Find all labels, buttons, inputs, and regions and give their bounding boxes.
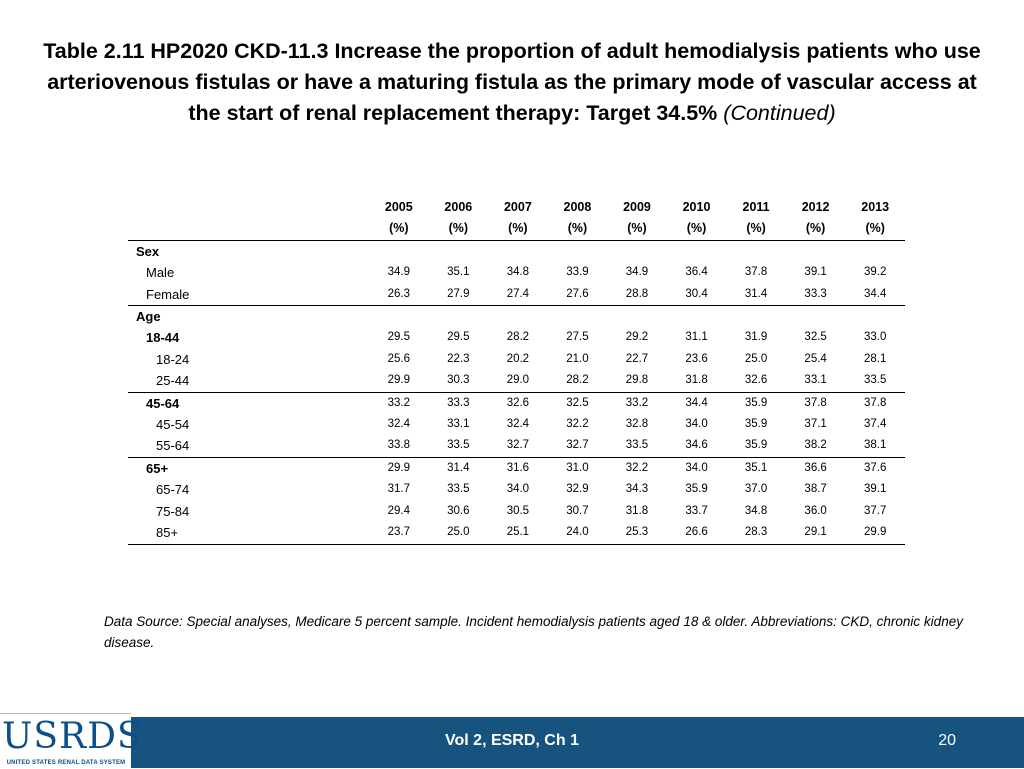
table-row: [128, 457, 905, 479]
value-cell: 32.4: [387, 418, 410, 431]
unit-header: (%): [548, 218, 608, 240]
value-cell: 37.0: [744, 483, 768, 496]
value-cell: [548, 240, 608, 262]
value-cell: 29.1: [786, 522, 846, 544]
row-label: 45-64: [146, 395, 180, 411]
value-cell: 33.2: [625, 396, 649, 409]
value-cell: 34.8: [744, 504, 768, 517]
value-cell: 34.6: [667, 435, 727, 457]
value-cell: 34.0: [685, 418, 708, 431]
value-cell: 33.5: [429, 435, 489, 457]
value-cell: 35.1: [447, 266, 470, 279]
value-cell: 30.6: [447, 504, 470, 517]
header-label-cell: [128, 218, 369, 240]
year-header: 2008: [563, 200, 592, 214]
value-cell: 33.2: [387, 396, 410, 409]
value-cell: 32.2: [625, 461, 649, 474]
row-label: 85+: [128, 522, 369, 544]
value-cell: 29.0: [488, 370, 548, 392]
usrds-logo: [0, 713, 143, 769]
value-cell: 28.1: [864, 352, 887, 365]
value-cell: 33.3: [447, 396, 470, 409]
value-cell: [726, 240, 786, 262]
slide-title: [40, 36, 984, 129]
value-cell: 33.5: [845, 370, 905, 392]
value-cell: 36.6: [804, 461, 827, 474]
unit-header-row: [128, 218, 905, 240]
value-cell: 32.6: [506, 396, 530, 409]
year-header: 2013: [861, 200, 890, 214]
value-cell: 27.6: [548, 284, 608, 306]
value-cell: 31.8: [667, 370, 727, 392]
value-cell: [607, 240, 667, 262]
title-main: Table 2.11 HP2020 CKD-11.3 Increase the proportion of adult hemodialysis patients who use arteriovenous fistulas or have a maturing fistula as the primary mode of vascular access at the start of renal replacement therapy: Target 34.5%: [43, 39, 981, 125]
value-cell: 27.4: [488, 284, 548, 306]
value-cell: 35.9: [685, 483, 708, 496]
value-cell: 31.6: [506, 461, 530, 474]
value-cell: 35.9: [744, 396, 768, 409]
value-cell: 23.6: [685, 352, 708, 365]
year-header: 2012: [801, 200, 830, 214]
value-cell: 29.5: [447, 331, 470, 344]
value-cell: [607, 306, 667, 328]
header-label-cell: [128, 197, 369, 218]
value-cell: 27.5: [566, 331, 589, 344]
value-cell: 36.0: [804, 504, 827, 517]
table-row: [128, 522, 905, 544]
year-header: 2007: [503, 200, 532, 214]
value-cell: 39.1: [804, 266, 827, 279]
value-cell: 39.1: [864, 483, 887, 496]
value-cell: 35.1: [744, 461, 768, 474]
table-body: [128, 240, 905, 544]
value-cell: 32.5: [804, 331, 827, 344]
value-cell: 36.4: [685, 266, 708, 279]
value-cell: 32.2: [566, 418, 589, 431]
value-cell: [667, 240, 727, 262]
value-cell: 22.7: [625, 352, 649, 365]
table-header: [128, 197, 905, 240]
value-cell: 33.3: [786, 284, 846, 306]
vascular-access-table: [128, 197, 905, 545]
row-label: 75-84: [156, 503, 190, 519]
value-cell: 37.8: [804, 396, 827, 409]
value-cell: 32.6: [726, 370, 786, 392]
value-cell: [845, 306, 905, 328]
value-cell: [726, 306, 786, 328]
table-row: [128, 479, 905, 500]
value-cell: 31.4: [726, 284, 786, 306]
row-label: 65-74: [156, 482, 190, 498]
value-cell: [429, 240, 489, 262]
value-cell: 37.6: [864, 461, 887, 474]
value-cell: 35.9: [726, 435, 786, 457]
value-cell: [429, 306, 489, 328]
value-cell: 28.2: [506, 331, 530, 344]
value-cell: 28.8: [607, 284, 667, 306]
year-header-row: [128, 197, 905, 218]
table-row: [128, 501, 905, 522]
unit-header: (%): [845, 218, 905, 240]
value-cell: 34.0: [506, 483, 530, 496]
row-label: 18-44: [146, 330, 180, 346]
year-header: 2011: [742, 200, 770, 214]
value-cell: 25.1: [488, 522, 548, 544]
value-cell: 34.9: [625, 266, 649, 279]
value-cell: 30.4: [667, 284, 727, 306]
table-row: [128, 327, 905, 348]
value-cell: 30.3: [429, 370, 489, 392]
table-row: [128, 284, 905, 306]
value-cell: 31.8: [625, 504, 649, 517]
logo-wordmark: USRDS: [2, 716, 143, 757]
value-cell: 31.4: [447, 461, 470, 474]
value-cell: 26.6: [667, 522, 727, 544]
value-cell: 31.9: [744, 331, 768, 344]
value-cell: 33.5: [447, 483, 470, 496]
logo-subtitle: UNITED STATES RENAL DATA SYSTEM: [6, 760, 126, 766]
page-number: 20: [938, 732, 956, 749]
unit-header: (%): [429, 218, 489, 240]
value-cell: 33.5: [607, 435, 667, 457]
year-header: 2006: [444, 200, 473, 214]
footer-bar: [0, 717, 1024, 768]
value-cell: 29.9: [845, 522, 905, 544]
value-cell: 31.7: [387, 483, 410, 496]
value-cell: 33.9: [566, 266, 589, 279]
row-label: Sex: [136, 243, 160, 259]
value-cell: 37.4: [864, 418, 887, 431]
value-cell: 33.8: [369, 435, 429, 457]
value-cell: 29.8: [607, 370, 667, 392]
table-row: [128, 414, 905, 435]
value-cell: 35.9: [744, 418, 768, 431]
unit-header: (%): [726, 218, 786, 240]
value-cell: 30.7: [566, 504, 589, 517]
row-label: 25-44: [128, 370, 369, 392]
table-row: [128, 370, 905, 392]
value-cell: 25.4: [804, 352, 827, 365]
title-continued: (Continued): [723, 101, 836, 125]
value-cell: 34.9: [387, 266, 410, 279]
value-cell: 33.1: [447, 418, 470, 431]
unit-header: (%): [369, 218, 429, 240]
table-row: [128, 349, 905, 370]
value-cell: 25.0: [429, 522, 489, 544]
value-cell: 33.7: [685, 504, 708, 517]
value-cell: 25.0: [744, 352, 768, 365]
value-cell: 32.7: [548, 435, 608, 457]
value-cell: 34.0: [685, 461, 708, 474]
value-cell: 34.4: [845, 284, 905, 306]
value-cell: [845, 240, 905, 262]
value-cell: [786, 306, 846, 328]
value-cell: 34.3: [625, 483, 649, 496]
value-cell: 29.9: [369, 370, 429, 392]
row-label: 45-54: [156, 417, 190, 433]
value-cell: 32.4: [506, 418, 530, 431]
table-row: [128, 435, 905, 457]
value-cell: 33.0: [864, 331, 887, 344]
value-cell: 32.7: [488, 435, 548, 457]
value-cell: 32.5: [566, 396, 589, 409]
value-cell: 32.9: [566, 483, 589, 496]
value-cell: [488, 306, 548, 328]
value-cell: [548, 306, 608, 328]
value-cell: 27.9: [429, 284, 489, 306]
value-cell: 24.0: [548, 522, 608, 544]
footer-chapter: Vol 2, ESRD, Ch 1: [445, 732, 579, 749]
year-header: 2009: [623, 200, 651, 214]
value-cell: [667, 306, 727, 328]
value-cell: 37.8: [744, 266, 768, 279]
value-cell: 23.7: [369, 522, 429, 544]
value-cell: 38.7: [804, 483, 827, 496]
row-label: 55-64: [128, 435, 369, 457]
row-label: 65+: [146, 460, 169, 476]
value-cell: 38.1: [845, 435, 905, 457]
value-cell: 37.1: [804, 418, 827, 431]
table-row: [128, 306, 905, 328]
unit-header: (%): [607, 218, 667, 240]
value-cell: 32.8: [625, 418, 649, 431]
value-cell: 30.5: [506, 504, 530, 517]
value-cell: [369, 240, 429, 262]
year-header: 2010: [682, 200, 711, 214]
value-cell: 33.1: [786, 370, 846, 392]
value-cell: 31.0: [566, 461, 589, 474]
row-label: 18-24: [156, 351, 190, 367]
value-cell: 38.2: [786, 435, 846, 457]
row-label: Female: [128, 284, 369, 306]
value-cell: 28.2: [548, 370, 608, 392]
value-cell: 25.6: [387, 352, 410, 365]
table-row: [128, 240, 905, 262]
value-cell: 21.0: [566, 352, 589, 365]
row-label: Male: [146, 265, 175, 281]
value-cell: 39.2: [864, 266, 887, 279]
unit-header: (%): [667, 218, 727, 240]
value-cell: 29.9: [387, 461, 410, 474]
value-cell: [369, 306, 429, 328]
unit-header: (%): [786, 218, 846, 240]
value-cell: 34.8: [506, 266, 530, 279]
data-table-container: [128, 197, 905, 545]
value-cell: 34.4: [685, 396, 708, 409]
value-cell: 25.3: [607, 522, 667, 544]
year-header: 2005: [384, 200, 413, 214]
value-cell: 29.4: [387, 504, 410, 517]
data-source-note: Data Source: Special analyses, Medicare 5 percent sample. Incident hemodialysis patients aged 18 & older. Abbreviations: CKD, chronic kidney disease.: [104, 614, 963, 650]
value-cell: 22.3: [447, 352, 470, 365]
value-cell: 37.8: [864, 396, 887, 409]
value-cell: 29.2: [625, 331, 649, 344]
value-cell: 28.3: [726, 522, 786, 544]
value-cell: [488, 240, 548, 262]
value-cell: 29.5: [387, 331, 410, 344]
value-cell: 26.3: [369, 284, 429, 306]
value-cell: 31.1: [685, 331, 708, 344]
table-row: [128, 262, 905, 283]
row-label: Age: [136, 309, 161, 325]
value-cell: 20.2: [506, 352, 530, 365]
table-row: [128, 392, 905, 414]
value-cell: 37.7: [864, 504, 887, 517]
unit-header: (%): [488, 218, 548, 240]
value-cell: [786, 240, 846, 262]
